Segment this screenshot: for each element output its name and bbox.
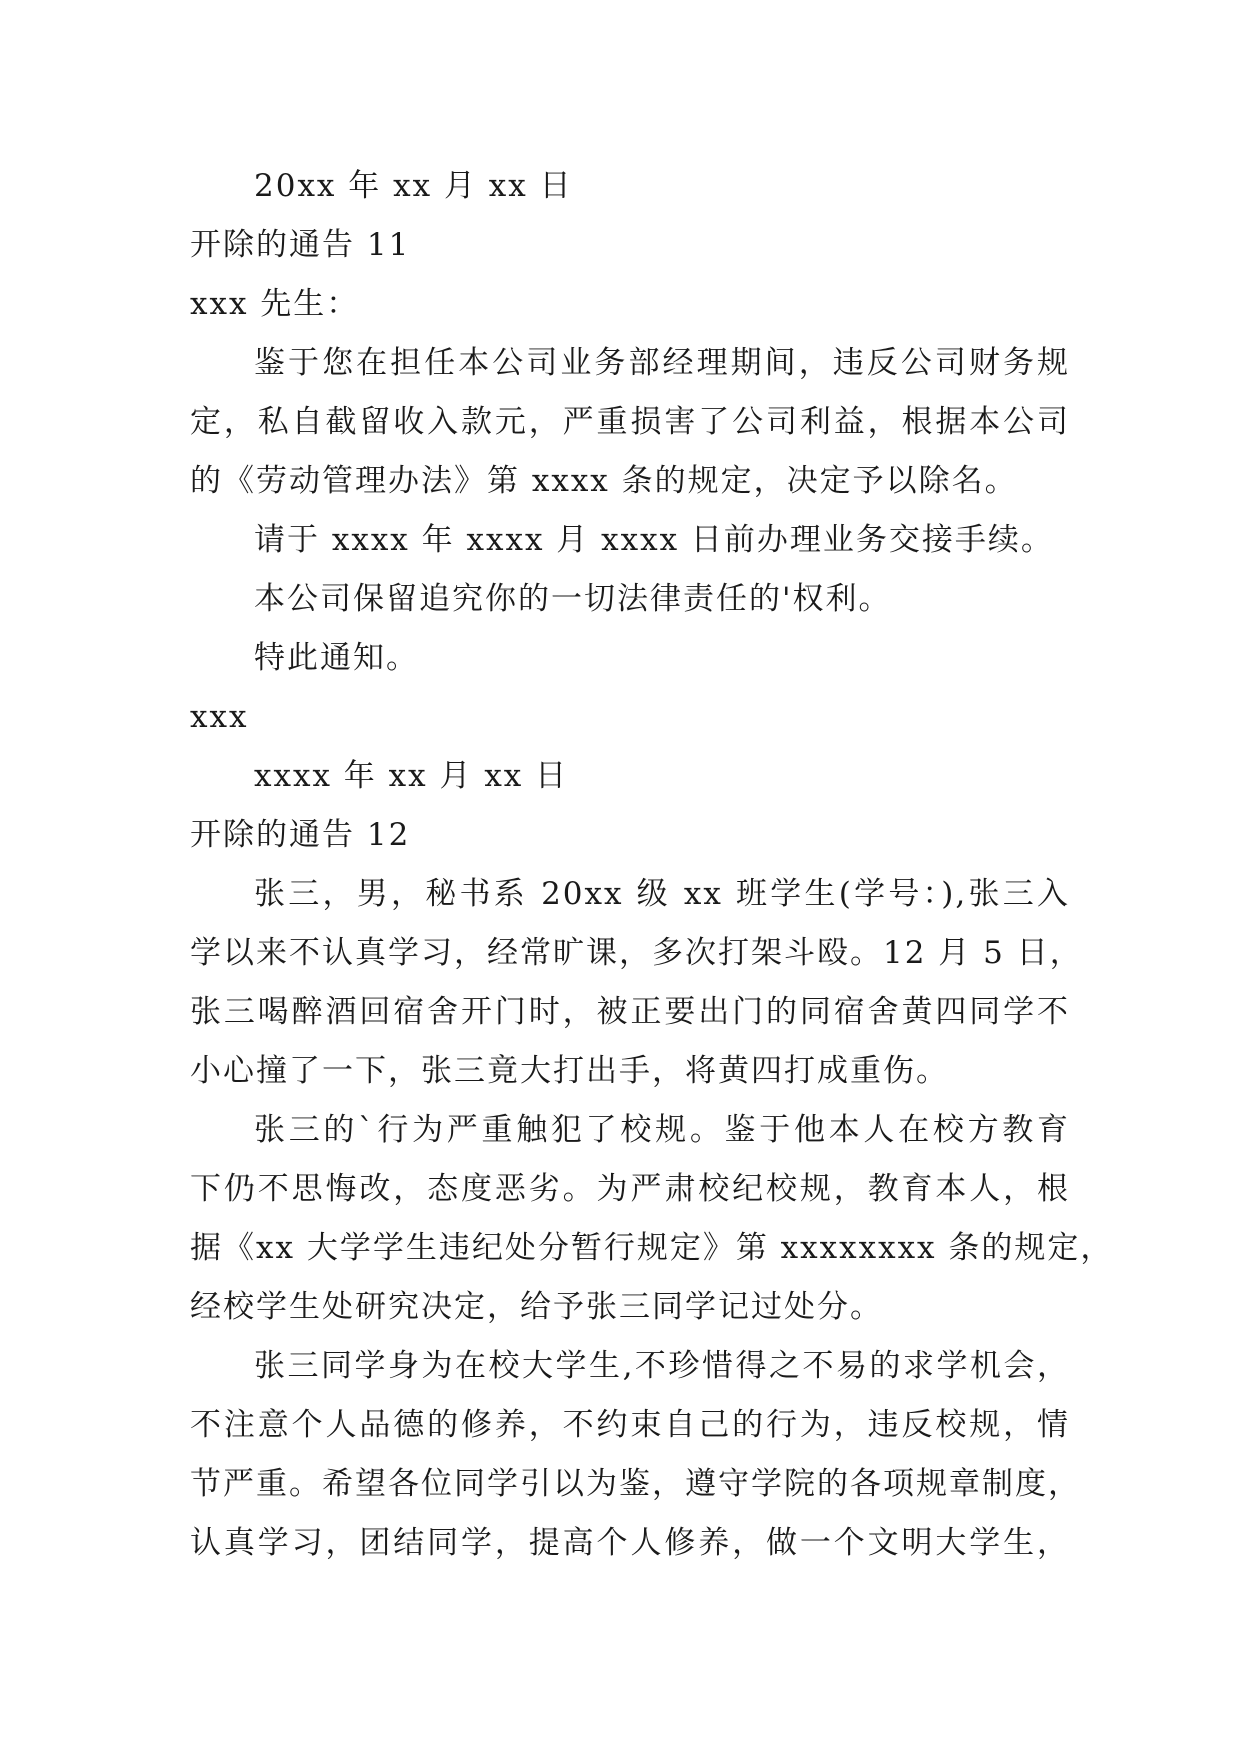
paragraph-line: 定，私自截留收入款元，严重损害了公司利益，根据本公司 xyxy=(190,404,1070,440)
paragraph-line: 节严重。希望各位同学引以为鉴，遵守学院的各项规章制度， xyxy=(190,1466,1081,1502)
paragraph-line: 鉴于您在担任本公司业务部经理期间，违反公司财务规 xyxy=(254,345,1070,381)
paragraph-line: 不注意个人品德的修养，不约束自己的行为，违反校规，情 xyxy=(190,1407,1070,1443)
paragraph-line: 本公司保留追究你的一切法律责任的'权利。 xyxy=(254,581,892,617)
date-line: 20xx 年 xx 月 xx 日 xyxy=(254,168,573,204)
signature: xxx xyxy=(190,699,249,735)
paragraph-line: 学以来不认真学习，经常旷课，多次打架斗殴。12 月 5 日， xyxy=(190,935,1083,971)
paragraph-line: 张三的`行为严重触犯了校规。鉴于他本人在校方教育 xyxy=(254,1112,1070,1148)
paragraph-line: 据《xx 大学学生违纪处分暂行规定》第 xxxxxxxx 条的规定， xyxy=(190,1230,1114,1266)
paragraph-line: 经校学生处研究决定，给予张三同学记过处分。 xyxy=(190,1289,883,1325)
date-line: xxxx 年 xx 月 xx 日 xyxy=(254,758,569,794)
notice-heading: 开除的通告 12 xyxy=(190,817,411,853)
paragraph-line: 小心撞了一下，张三竟大打出手，将黄四打成重伤。 xyxy=(190,1053,949,1089)
notice-heading: 开除的通告 11 xyxy=(190,227,411,263)
paragraph-line: 请于 xxxx 年 xxxx 月 xxxx 日前办理业务交接手续。 xyxy=(254,522,1054,558)
closing-line: 特此通知。 xyxy=(254,640,419,676)
paragraph-line: 下仍不思悔改，态度恶劣。为严肃校纪校规，教育本人，根 xyxy=(190,1171,1070,1207)
paragraph-line: 张三同学身为在校大学生,不珍惜得之不易的求学机会， xyxy=(254,1348,1070,1384)
paragraph-line: 的《劳动管理办法》第 xxxx 条的规定，决定予以除名。 xyxy=(190,463,1018,499)
paragraph-line: 认真学习，团结同学，提高个人修养，做一个文明大学生， xyxy=(190,1525,1070,1561)
paragraph-line: 张三，男，秘书系 20xx 级 xx 班学生(学号：),张三入 xyxy=(254,876,1070,912)
paragraph-line: 张三喝醉酒回宿舍开门时，被正要出门的同宿舍黄四同学不 xyxy=(190,994,1070,1030)
salutation: xxx 先生： xyxy=(190,286,360,322)
